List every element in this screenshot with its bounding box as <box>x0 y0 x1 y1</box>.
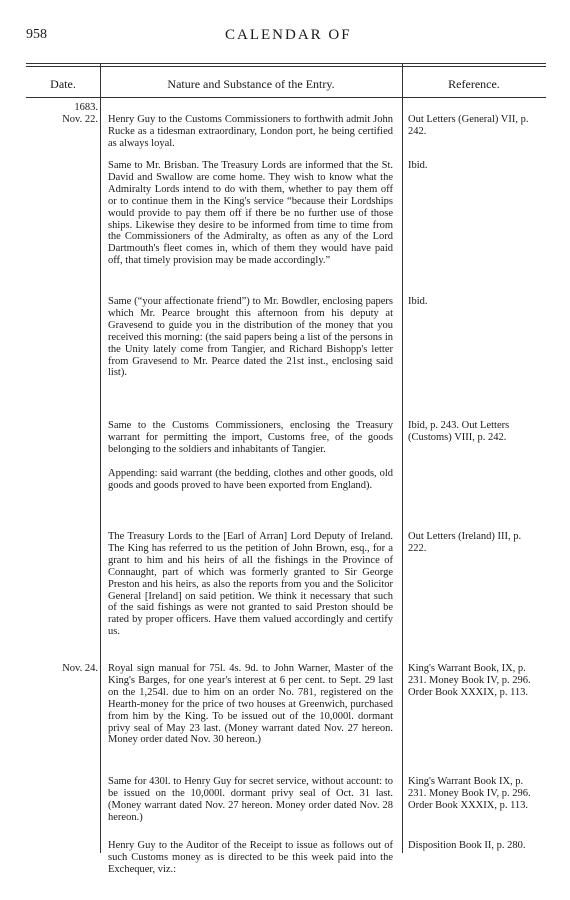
entry-text: Royal sign manual for 75l. 4s. 9d. to John Warner, Master of the King's Barges, for one year's interest at 6 per cent. to Sept. 29 last on the 1,254l. due to him on an order No. 781, registered on the Hearth-money for the price of two houses at Greenwich, purchased from him by the King. To be issued out of the 10,000l. dormant privy seal of May 23 last. (Money warrant dated Nov. 27 hereon. Money order dated Nov. 30 hereon.) <box>108 663 393 746</box>
entry-text: Same (“your affectionate friend”) to Mr. Bowdler, enclosing papers which Mr. Pearce brought this afternoon from his deputy at Gravesend to guide you in the distribution of the money that you received this morning: (the said papers being a list of the persons in the Unity lately come from Tangier, and Richard Bishopp's letter from Gravesend to Mr. Pearce dated the 21st inst., enclosing said list). <box>108 296 393 379</box>
date-column-divider <box>100 63 101 853</box>
column-header-date: Date. <box>50 77 76 91</box>
entry-reference: Out Letters (Ireland) III, p. 222. <box>408 531 522 554</box>
entry-reference: Disposition Book II, p. 280. <box>408 840 526 851</box>
entry-appending-text: Appending: said warrant (the bedding, clothes and other goods, old goods and goods proved to have been exported from England). <box>108 468 393 491</box>
entry-reference: King's Warrant Book, IX, p. 231. Money Book IV, p. 296. Order Book XXXIX, p. 113. <box>408 663 531 698</box>
column-header-entry: Nature and Substance of the Entry. <box>167 77 335 91</box>
entry-reference: Ibid, p. 243. Out Letters (Customs) VIII, p. 242. <box>408 420 510 443</box>
reference-column-divider <box>402 63 403 853</box>
entry-reference: Out Letters (General) VII, p. 242. <box>408 114 529 137</box>
entry-date: Nov. 24. <box>62 663 98 674</box>
running-title: CALENDAR OF <box>225 27 352 43</box>
page-header <box>0 27 570 47</box>
entry-reference: Ibid. <box>408 160 428 171</box>
entry-text: Henry Guy to the Customs Commissioners to forthwith admit John Rucke as a tidesman extraordinary, London port, he being certified as always loyal. <box>108 114 393 149</box>
entry-date: 1683. Nov. 22. <box>62 102 98 125</box>
entry-reference: King's Warrant Book IX, p. 231. Money Book IV, p. 296. Order Book XXXIX, p. 113. <box>408 776 531 811</box>
header-bottom-rule <box>26 97 546 98</box>
entry-text: Same to the Customs Commissioners, enclosing the Treasury warrant for permitting the import, Customs free, of the goods belonging to the soldiers and inhabitants of Tangier. <box>108 420 393 455</box>
table-top-rule <box>26 63 546 64</box>
entry-text: Same to Mr. Brisban. The Treasury Lords are informed that the St. David and Swallow are come home. They wish to know what the Admiralty Lords intend to do with them, whether to pay them off or to continue them in the King's service “because their Lordships would provide to pay them off if there be no further use of those ships. Likewise they desire to be informed from time to time from the Commissioners of the Admiralty, as often as any of the Lord Dartmouth's fleet comes in, which of them they would have paid off, that timely provision may be made accordingly.” <box>108 160 393 267</box>
entry-text: Same for 430l. to Henry Guy for secret service, without account: to be issued on the 10,000l. dormant privy seal of Oct. 31 last. (Money warrant dated Nov. 27 hereon. Money order dated Nov. 28 hereon.) <box>108 776 393 823</box>
table-top-rule-double <box>26 66 546 67</box>
entry-reference: Ibid. <box>408 296 428 307</box>
column-header-reference: Reference. <box>448 77 500 91</box>
page-number: 958 <box>26 27 47 42</box>
entry-text: The Treasury Lords to the [Earl of Arran] Lord Deputy of Ireland. The King has referred to us the petition of John Brown, esq., for a grant to him and his heirs of all the fishings in the Province of Connaught, part of which was formerly granted to Sir George Preston and his heirs, as also the reports from you and the Solicitor General [Ireland] on said petition. We think it necessary that such of the said fishings as were not granted to said Preston should be rated by proper officers. Have them valued accordingly and certify us. <box>108 531 393 638</box>
entry-text: Henry Guy to the Auditor of the Receipt to issue as follows out of such Customs money as is directed to be this week paid into the Exchequer, viz.: <box>108 840 393 875</box>
